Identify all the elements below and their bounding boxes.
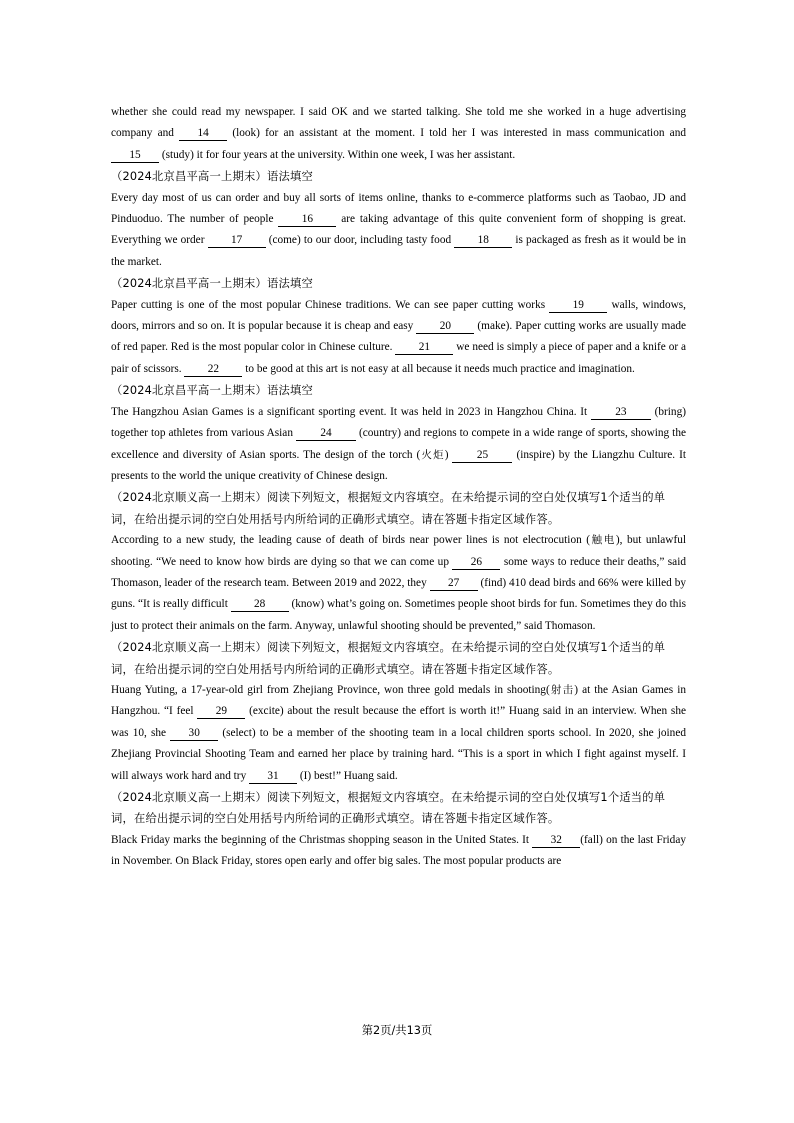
page-number-footer: 第2页/共13页 — [361, 1024, 433, 1037]
text-run: (fall) on the last Friday in November. On Black Friday, stores open early and offer big sales. The most popular products are — [111, 833, 686, 868]
text-run: Every day most of us can order and buy all sorts of items online, thanks to e-commerce platforms such as Taobao, JD and Pinduoduo. The number of people — [111, 191, 686, 226]
blank-27[interactable]: 27 — [430, 577, 478, 591]
passage-text — [111, 402, 686, 488]
source-heading: （2024北京顺义高一上期末）阅读下列短文，根据短文内容填空。在未给提示词的空白处仅填写1个适当的单词，在给出提示词的空白处用括号内所给词的正确形式填空。请在答题卡指定区域作答。 — [111, 491, 666, 526]
passage-text — [111, 530, 686, 637]
text-run: some ways to reduce their deaths,” said Thomason, leader of the research team. Between 2019 and 2022, they — [111, 555, 686, 589]
text-run: According to a new study, the leading cause of death of birds near power lines is not electrocution ( — [111, 534, 590, 547]
blank-22[interactable]: 22 — [184, 363, 242, 377]
text-run: Huang Yuting, a 17-year-old girl from Zhejiang Province, won three gold medals in shooting( — [111, 683, 550, 696]
text-run: ) — [444, 448, 453, 461]
text-run: walls, windows, doors, mirrors and so on. It is popular because it is cheap and easy — [111, 298, 686, 333]
chinese-gloss: 火炬 — [420, 448, 445, 461]
source-heading: （2024北京昌平高一上期末）语法填空 — [111, 170, 314, 184]
blank-31[interactable]: 31 — [249, 770, 297, 784]
text-run: (make). Paper cutting works are usually made of red paper. Red is the most popular color in Chinese culture. — [111, 320, 686, 354]
text-run: (inspire) by the Liangzhu Culture. It presents to the world the unique creativity of Chinese design. — [111, 448, 686, 482]
text-run: is packaged as fresh as it would be in the market. — [111, 234, 686, 268]
page-content — [111, 102, 686, 873]
text-run: ), but unlawful shooting. “We need to know how birds are dying so that we can come up — [111, 534, 686, 568]
passage-text — [111, 295, 686, 381]
source-heading: （2024北京顺义高一上期末）阅读下列短文，根据短文内容填空。在未给提示词的空白处仅填写1个适当的单词，在给出提示词的空白处用括号内所给词的正确形式填空。请在答题卡指定区域作答。 — [111, 791, 666, 826]
text-run: The Hangzhou Asian Games is a significant sporting event. It was held in 2023 in Hangzhou China. It — [111, 405, 591, 418]
text-run: (come) to our door, including tasty food — [265, 234, 455, 247]
blank-21[interactable]: 21 — [395, 341, 453, 355]
text-run: (I) best!” Huang said. — [297, 769, 398, 782]
text-run: to be good at this art is not easy at all because it needs much practice and imagination. — [242, 362, 635, 375]
text-run: (bring) together top athletes from various Asian — [111, 405, 686, 440]
text-run: (country) and regions to compete in a wide range of sports, showing the excellence and diversity of Asian sports. The design of the torch ( — [111, 427, 686, 461]
blank-24[interactable]: 24 — [296, 427, 356, 441]
text-run: (look) for an assistant at the moment. I told her I was interested in mass communication and — [227, 127, 686, 140]
blank-28[interactable]: 28 — [231, 598, 289, 612]
text-run: (find) 410 dead birds and 66% were killed by guns. “It is really difficult — [111, 576, 686, 611]
blank-20[interactable]: 20 — [416, 320, 474, 334]
source-heading: （2024北京顺义高一上期末）阅读下列短文，根据短文内容填空。在未给提示词的空白处仅填写1个适当的单词，在给出提示词的空白处用括号内所给词的正确形式填空。请在答题卡指定区域作答。 — [111, 641, 666, 676]
blank-26[interactable]: 26 — [452, 556, 500, 570]
passage-text — [111, 188, 686, 274]
text-run: we need is simply a piece of paper and a knife or a pair of scissors. — [111, 341, 687, 375]
blank-25[interactable]: 25 — [452, 449, 512, 463]
blank-15[interactable]: 15 — [111, 149, 159, 163]
text-run: (select) to be a member of the shooting team in a local children sports school. In 2020, she joined Zhejiang Provincial Shooting Team and earned her place by training hard. “This is a sport in which I fight against myself. I will always work hard and try — [111, 726, 686, 782]
source-heading: （2024北京昌平高一上期末）语法填空 — [111, 277, 314, 291]
text-run: Paper cutting is one of the most popular Chinese traditions. We can see paper cutting works — [111, 298, 550, 311]
text-run: Black Friday marks the beginning of the Christmas shopping season in the United States. It — [111, 833, 533, 846]
passage-text — [111, 102, 686, 166]
blank-29[interactable]: 29 — [197, 705, 245, 719]
text-run: (study) it for four years at the university. Within one week, I was her assistant. — [159, 148, 516, 161]
blank-16[interactable]: 16 — [278, 213, 336, 227]
text-run: (know) what’s going on. Sometimes people shoot birds for fun. Sometimes they do this just to protect their animals on the farm. Anyway, unlawful shooting should be prevented,” said Thomason. — [111, 598, 686, 632]
source-heading: （2024北京昌平高一上期末）语法填空 — [111, 384, 314, 398]
blank-32[interactable]: 32 — [532, 834, 580, 848]
chinese-gloss: 触电 — [589, 534, 616, 547]
passage-text — [111, 680, 686, 787]
chinese-gloss: 射击 — [549, 683, 575, 696]
blank-18[interactable]: 18 — [454, 234, 512, 248]
text-run: ) at the Asian Games in Hangzhou. “I feel — [111, 683, 686, 718]
text-run: (excite) about the result because the effort is worth it!” Huang said in an interview. When she was 10, she — [111, 705, 686, 739]
text-run: whether she could read my newspaper. I said OK and we started talking. She told me she worked in a huge advertising company and — [111, 106, 686, 140]
passage-text — [111, 830, 686, 873]
blank-30[interactable]: 30 — [170, 727, 218, 741]
blank-23[interactable]: 23 — [591, 406, 651, 420]
blank-14[interactable]: 14 — [179, 127, 227, 141]
blank-19[interactable]: 19 — [549, 299, 607, 313]
text-run: are taking advantage of this quite convenient form of shopping is great. Everything we order — [111, 213, 686, 247]
blank-17[interactable]: 17 — [208, 234, 266, 248]
